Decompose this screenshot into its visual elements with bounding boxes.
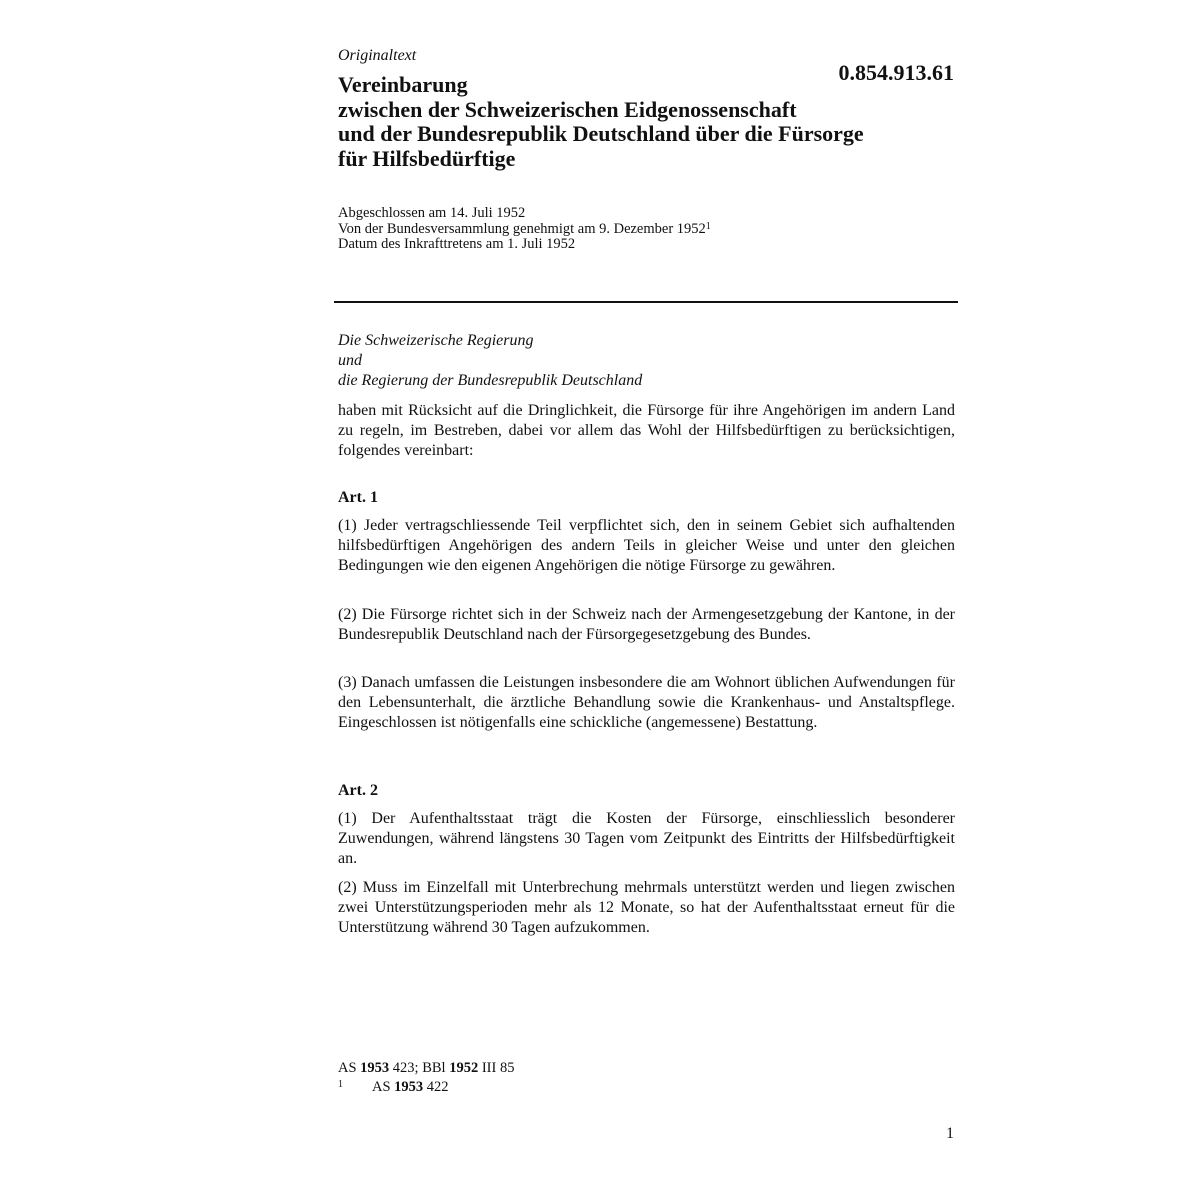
date-approved-line: [338, 222, 711, 238]
footnote-as-page: 422: [423, 1079, 449, 1095]
source-as-prefix: AS: [338, 1060, 361, 1076]
date-concluded: Abgeschlossen am 14. Juli 1952: [338, 205, 526, 221]
article-2-paragraph-1: (1) Der Aufenthaltsstaat trägt die Kosten der Fürsorge, einschliesslich besonderer Zuwendungen, während längstens 30 Tagen vom Zeitpunkt des Eintritts der Hilfsbedürftigkeit an.: [338, 810, 955, 867]
footnotes: [338, 1059, 514, 1097]
article-1-paragraph-3: (3) Danach umfassen die Leistungen insbesondere die am Wohnort üblichen Aufwendungen für den Lebensunterhalt, die ärztliche Behandlung sowie die Krankenhaus- und Anstaltspflege. Eingeschlossen ist nötigenfalls eine schickliche (angemessene) Bestattung.: [338, 674, 955, 731]
source-bbl-rest: III 85: [478, 1060, 515, 1076]
article-2-title: Art. 2: [338, 782, 378, 799]
footnote-as-year: 1953: [394, 1079, 424, 1095]
title-line: und der Bundesrepublik Deutschland über die Fürsorge: [338, 121, 864, 146]
date-approved: Von der Bundesversammlung genehmigt am 9. Dezember 1952: [338, 220, 706, 237]
date-in-force: Datum des Inkrafttretens am 1. Juli 1952: [338, 236, 576, 252]
article-1-title: Art. 1: [338, 489, 378, 506]
article-2-paragraph-2: (2) Muss im Einzelfall mit Unterbrechung mehrmals unterstützt werden und liegen zwischen zwei Unterstützungsperioden mehr als 12 Monate, so hat der Aufenthaltsstaat erneut für die Unterstützung während 30 Tagen aufzukommen.: [338, 879, 955, 936]
source-bbl-year: 1952: [449, 1060, 479, 1076]
page-number: 1: [946, 1125, 954, 1142]
preamble-parties: Die Schweizerische Regierung und die Regierung der Bundesrepublik Deutschland: [338, 332, 643, 389]
header-divider: [334, 301, 958, 303]
footnote-1: 1 AS 1953 422: [338, 1079, 449, 1095]
footnote-reference[interactable]: 1: [705, 220, 711, 232]
source-as-page: 423; BBl: [389, 1060, 450, 1076]
preamble-text: haben mit Rücksicht auf die Dringlichkeit, die Fürsorge für ihre Angehörigen im andern Land zu regeln, im Bestreben, dabei vor allem das Wohl der Hilfsbedürftigen zu berücksichtigen, folgendes vereinbart:: [338, 402, 955, 459]
article-1-paragraph-2: (2) Die Fürsorge richtet sich in der Schweiz nach der Armengesetzgebung der Kantone, in der Bundesrepublik Deutschland nach der Fürsorgegesetzgebung des Bundes.: [338, 606, 955, 643]
title-line: zwischen der Schweizerischen Eidgenossenschaft: [338, 96, 797, 122]
article-1-paragraph-1: (1) Jeder vertragschliessende Teil verpflichtet sich, den in seinem Gebiet sich aufhaltenden hilfsbedürftigen Angehörigen des andern Teils in gleicher Weise und unter den gleichen Bedingungen wie den eigenen Angehörigen die nötige Fürsorge zu gewähren.: [338, 517, 955, 574]
source-reference: [338, 1059, 514, 1078]
treaty-dates: [338, 206, 711, 253]
original-text-label: Originaltext: [338, 47, 417, 64]
footnote-as-prefix: AS: [372, 1079, 395, 1095]
source-as-year: 1953: [360, 1060, 390, 1076]
sr-number: 0.854.913.61: [838, 60, 954, 85]
title-line: für Hilfsbedürftige: [338, 145, 516, 171]
title-line: Vereinbarung: [338, 72, 468, 97]
document-page: [338, 0, 958, 1200]
document-title: [338, 73, 938, 171]
